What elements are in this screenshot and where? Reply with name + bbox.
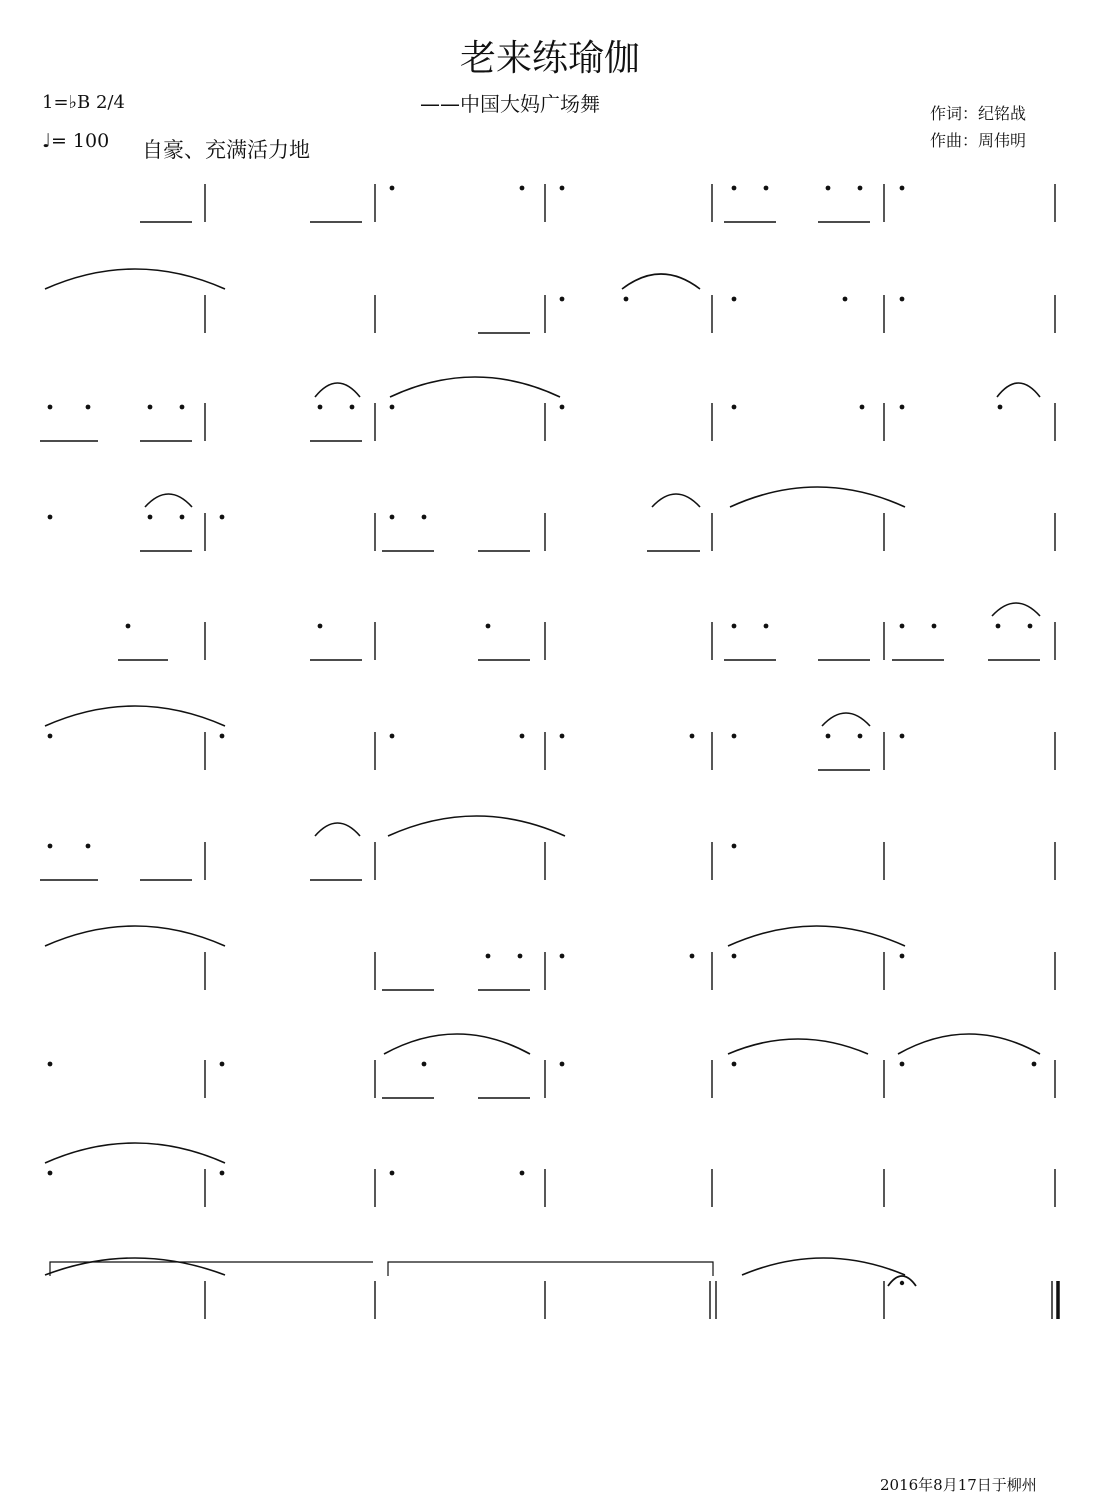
octave-dot: [318, 624, 323, 629]
octave-dot: [220, 1062, 225, 1067]
volta-1-bracket: [50, 1262, 373, 1276]
date-place: 2016年8月17日于柳州: [880, 1476, 1037, 1494]
octave-dot: [732, 844, 737, 849]
octave-dot: [732, 186, 737, 191]
octave-dot: [48, 405, 53, 410]
slur: [45, 1143, 225, 1163]
octave-dot: [390, 515, 395, 520]
slur: [898, 1034, 1040, 1054]
slur: [822, 713, 870, 726]
key-signature: 1=♭B 2/4: [42, 92, 125, 113]
slur: [388, 816, 565, 836]
octave-dot: [900, 734, 905, 739]
slur: [45, 706, 225, 726]
octave-dot: [732, 734, 737, 739]
octave-dot: [900, 954, 905, 959]
octave-dot: [180, 405, 185, 410]
octave-dot: [996, 624, 1001, 629]
octave-dot: [560, 405, 565, 410]
octave-dot: [86, 844, 91, 849]
octave-dot: [826, 186, 831, 191]
octave-dot: [560, 734, 565, 739]
octave-dot: [1028, 624, 1033, 629]
slur: [728, 1039, 868, 1054]
song-subtitle: ——中国大妈广场舞: [420, 92, 600, 116]
octave-dot: [690, 954, 695, 959]
slur: [45, 269, 225, 289]
slur: [45, 926, 225, 946]
song-title: 老来练瑜伽: [459, 38, 640, 79]
slur: [315, 823, 360, 836]
slur: [45, 1258, 225, 1275]
octave-dot: [900, 405, 905, 410]
octave-dot: [858, 734, 863, 739]
octave-dot: [518, 954, 523, 959]
octave-dot: [764, 186, 769, 191]
octave-dot: [148, 405, 153, 410]
octave-dot: [900, 624, 905, 629]
octave-dot: [732, 405, 737, 410]
octave-dot: [422, 515, 427, 520]
octave-dot: [86, 405, 91, 410]
octave-dot: [48, 844, 53, 849]
expression-marking: 自豪、充满活力地: [142, 138, 310, 162]
octave-dot: [48, 515, 53, 520]
octave-dot: [560, 297, 565, 302]
slur: [652, 494, 700, 507]
octave-dot: [148, 515, 153, 520]
octave-dot: [422, 1062, 427, 1067]
octave-dot: [732, 624, 737, 629]
octave-dot: [180, 515, 185, 520]
slur: [997, 383, 1040, 397]
octave-dot: [220, 734, 225, 739]
octave-dot: [1032, 1062, 1037, 1067]
octave-dot: [390, 734, 395, 739]
octave-dot: [486, 954, 491, 959]
slur: [384, 1034, 530, 1054]
slur: [728, 926, 905, 946]
slur: [315, 383, 360, 397]
volta-2-bracket: [388, 1262, 713, 1276]
slur: [145, 494, 192, 507]
octave-dot: [826, 734, 831, 739]
octave-dot: [900, 186, 905, 191]
tempo-marking: ♩= 100: [42, 130, 110, 152]
slur: [742, 1258, 905, 1275]
octave-dot: [48, 734, 53, 739]
composer-credit: 作曲：周伟明: [930, 131, 1027, 150]
octave-dot: [860, 405, 865, 410]
octave-dot: [520, 1171, 525, 1176]
octave-dot: [998, 405, 1003, 410]
slur: [390, 377, 560, 397]
octave-dot: [48, 1171, 53, 1176]
octave-dot: [732, 297, 737, 302]
slur: [622, 274, 700, 289]
octave-dot: [48, 1062, 53, 1067]
octave-dot: [560, 954, 565, 959]
octave-dot: [318, 405, 323, 410]
octave-dot: [624, 297, 629, 302]
lyricist-credit: 作词：纪铭战: [930, 104, 1027, 123]
octave-dot: [520, 734, 525, 739]
octave-dot: [126, 624, 131, 629]
octave-dot: [390, 186, 395, 191]
octave-dot: [220, 515, 225, 520]
slur: [730, 487, 905, 507]
octave-dot: [764, 624, 769, 629]
octave-dot: [520, 186, 525, 191]
octave-dot: [732, 954, 737, 959]
octave-dot: [350, 405, 355, 410]
octave-dot: [732, 1062, 737, 1067]
octave-dot: [390, 405, 395, 410]
octave-dot: [932, 624, 937, 629]
octave-dot: [486, 624, 491, 629]
octave-dot: [690, 734, 695, 739]
octave-dot: [843, 297, 848, 302]
octave-dot: [560, 1062, 565, 1067]
slur: [992, 603, 1040, 616]
octave-dot: [560, 186, 565, 191]
fermata-dot: [900, 1281, 904, 1285]
octave-dot: [900, 297, 905, 302]
octave-dot: [900, 1062, 905, 1067]
octave-dot: [220, 1171, 225, 1176]
octave-dot: [390, 1171, 395, 1176]
octave-dot: [858, 186, 863, 191]
